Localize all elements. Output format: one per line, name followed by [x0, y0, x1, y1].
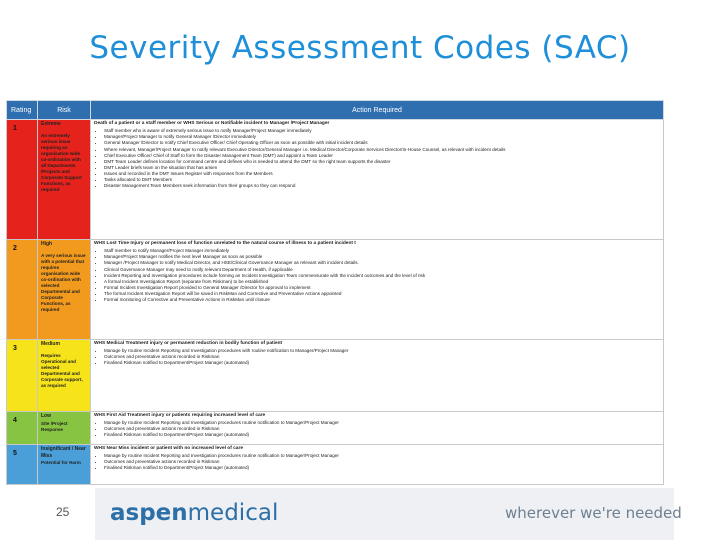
- action-cell: [91, 412, 664, 445]
- list-item: • Finalised Riskman notified to Department/Project Manager (automated): [104, 432, 660, 438]
- table-header-row: [7, 101, 664, 120]
- risk-title: Insignificant / Near Miss: [41, 446, 86, 459]
- list-item: • Where relevant, Manager/Project Manager to notify relevant Executive Director/General Manager i.e. Medical Director/Corporate Services Director/In-House Counsel, as relevant with incident details: [104, 147, 660, 153]
- action-heading: WHS Medical Treatment injury or permanent reduction in bodily function of patient: [94, 341, 283, 346]
- risk-description: Site /Project Response: [41, 420, 68, 432]
- list-item: • Outcomes and preventative actions recorded in Riskman: [104, 354, 660, 360]
- list-item: • Manager/Project Manager notifies the next level Manager as soon as possible: [104, 254, 660, 260]
- action-list: [94, 348, 660, 366]
- table-row: [7, 340, 664, 412]
- list-item: • Outcomes and preventative actions recorded in Riskman: [104, 459, 660, 465]
- list-item: • Tasks allocated to DMT Members: [104, 177, 660, 183]
- header-risk: Risk: [38, 101, 91, 120]
- header-action: Action Required: [91, 101, 664, 120]
- list-item: • Outcomes and preventative actions recorded in Riskman: [104, 426, 660, 432]
- action-list: [94, 248, 660, 303]
- list-item: • Staff member who is aware of extremely serious issue to notify Manager/Project Manager immediately: [104, 128, 660, 134]
- page-title: Severity Assessment Codes (SAC): [89, 30, 631, 66]
- action-list: [94, 128, 660, 189]
- list-item: • Manager /Project Manager to notify Medical Director, and HSE/Clinical Governance Manager as relevant with incident details.: [104, 260, 660, 266]
- list-item: • A formal Incident Investigation Report (separate from Riskman) to be established: [104, 279, 660, 285]
- rating-cell: 3: [7, 340, 38, 412]
- list-item: • DMT Team Leader defines location for command centre and defines who is needed to attend the DMT so the right team supports the disaster: [104, 159, 660, 165]
- risk-title: Extreme: [41, 121, 61, 127]
- risk-description: Potential for Harm: [41, 460, 81, 466]
- list-item: • The formal Incident Investigation Report will be saved in RiskMan and Corrective and Preventative Actions appointed: [104, 291, 660, 297]
- risk-title: Medium: [41, 341, 60, 347]
- rating-cell: 2: [7, 240, 38, 340]
- tagline: wherever we're needed: [505, 504, 682, 522]
- rating-cell: 5: [7, 445, 38, 485]
- list-item: • Formal Incident Investigation Report provided to General Manager /Director for approval to implement: [104, 285, 660, 291]
- list-item: • Staff member to notify Manager/Project Manager immediately: [104, 248, 660, 254]
- action-heading: Death of a patient or a staff member or WHS Serious or Notifiable incident to Manager /Project Manager: [94, 121, 330, 126]
- action-heading: WHS Near Miss incident or patient with no increased level of care: [94, 446, 244, 451]
- action-cell: [91, 445, 664, 485]
- risk-cell: [38, 445, 91, 485]
- action-cell: [91, 120, 664, 240]
- risk-title: High: [41, 241, 53, 247]
- risk-description: A very serious issue with a potential that requires organisation wide co-ordination with selected Departmental and Corporate Functions, as required: [41, 252, 86, 313]
- action-heading: WHS Lost Time Injury or permanent loss of function unrelated to the natural course of illness to a patient incident t: [94, 241, 356, 246]
- list-item: • Manage by routine Incident Reporting and Investigation procedures routine notification to Manager/Project Manager: [104, 420, 660, 426]
- risk-cell: [38, 340, 91, 412]
- list-item: • Manage by routine Incident Reporting and Investigation procedures with routine notification to Manager/Project Manager: [104, 348, 660, 354]
- action-list: [94, 420, 660, 438]
- action-list: [94, 453, 660, 471]
- action-cell: [91, 240, 664, 340]
- brand-light: medical: [187, 500, 279, 526]
- action-cell: [91, 340, 664, 412]
- page-number: 25: [56, 505, 70, 519]
- rating-cell: 1: [7, 120, 38, 240]
- risk-cell: [38, 120, 91, 240]
- list-item: • Finalised Riskman notified to Department/Project Manager (automated): [104, 465, 660, 471]
- table-row: [7, 445, 664, 485]
- table-row: [7, 240, 664, 340]
- list-item: • Clinical Governance Manager may need to notify relevant Department of Health, if applicable: [104, 267, 660, 273]
- brand-logo: [110, 500, 278, 526]
- list-item: • Chief Executive Officer/ Chief of Staff to form the Disaster Management Team (DMT) and appoint a Team Leader: [104, 153, 660, 159]
- list-item: • Formal monitoring of Corrective and Preventative Actions in RiskMan until closure: [104, 297, 660, 303]
- list-item: • Disaster Management Team Members seek information from their groups so they can respond: [104, 183, 660, 189]
- list-item: • Issues and recorded in the DMT Issues Register with responses from the Members: [104, 171, 660, 177]
- table-row: [7, 412, 664, 445]
- list-item: • Incident Reporting and Investigation procedures include forming an Incident Investigation Team commensurate with the incident outcomes and the level of risk: [104, 273, 660, 279]
- rating-cell: 4: [7, 412, 38, 445]
- risk-title: Low: [41, 413, 51, 419]
- list-item: • Finalised Riskman notified to Department/Project Manager (automated): [104, 360, 660, 366]
- list-item: • General Manager /Director to notify Chief Executive Officer/ Chief Operating Officer as soon as possible with initial incident details: [104, 140, 660, 146]
- list-item: • Manage by routine Incident Reporting and Investigation procedures routine notification to Manager/Project Manager: [104, 453, 660, 459]
- risk-description: An extremely serious issue requiring an organisation wide co-ordination with all Departments /Projects and Corporate Support Functions, as required: [41, 132, 82, 193]
- list-item: • Manager/Project Manager to notify General Manager /Director immediately: [104, 134, 660, 140]
- table-row: [7, 120, 664, 240]
- action-heading: WHS First Aid Treatment injury or patients requiring increased level of care: [94, 413, 266, 418]
- sac-table: [6, 100, 664, 485]
- risk-cell: [38, 412, 91, 445]
- list-item: • DMT Leader briefs team on the situation that has arisen: [104, 165, 660, 171]
- risk-cell: [38, 240, 91, 340]
- risk-description: Requires Operational and selected Departmental and Corporate support, as required: [41, 352, 83, 388]
- header-rating: Rating: [7, 101, 38, 120]
- brand-bold: aspen: [110, 500, 188, 526]
